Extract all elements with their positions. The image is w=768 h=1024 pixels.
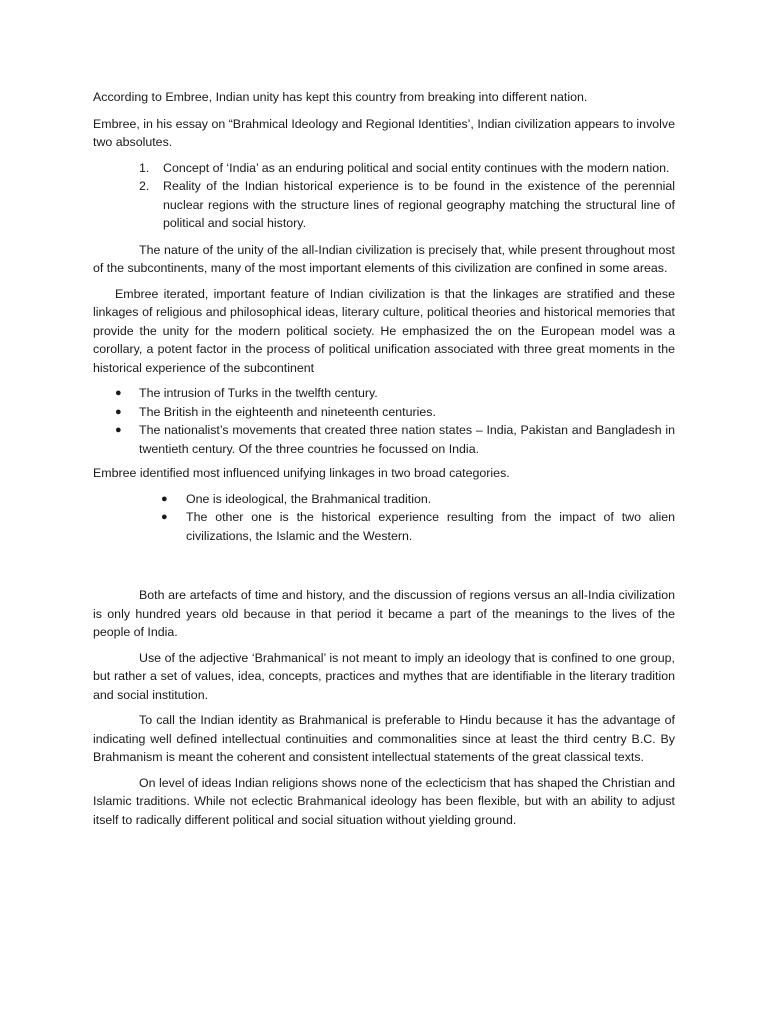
paragraph-categories-intro: Embree identified most influenced unifying linkages in two broad categories. [93,466,510,480]
list-item [93,508,675,545]
paragraph-brahmanical-identity: To call the Indian identity as Brahmanical is preferable to Hindu because it has the advantage of indicating well defined intellectual continuities and commonalities since at least the third centry B.C. By Brahmanism is meant the coherent and consistent intellectual statements of the great classical texts. [93,713,675,764]
paragraph-linkages: Embree iterated, important feature of Indian civilization is that the linkages are stratified and these linkages of religious and philosophical ideas, literary culture, political theories and historical memories that provide the unity for the modern political society. He emphasized the on the European model was a corollary, a potent factor in the process of political unification associated with three great moments in the historical experience of the subcontinent [93,286,675,375]
list-item-text: Concept of ‘India’ as an enduring political and social entity continues with the modern nation. [163,160,670,175]
paragraph-brahmanical-adjective: Use of the adjective ‘Brahmanical’ is not meant to imply an ideology that is confined to one group, but rather a set of values, idea, concepts, practices and mythes that are identifiable in the literary tradition and social institution. [93,650,675,702]
list-item [93,384,675,403]
paragraph-embree-unity: According to Embree, Indian unity has kept this country from breaking into different nation. [93,90,588,104]
document-page [93,88,675,836]
paragraph-essay-intro: Embree, in his essay on “Brahmical Ideology and Regional Identities’, Indian civilization appears to involve two absolutes. [93,116,675,149]
paragraph-eclecticism: On level of ideas Indian religions shows none of the eclecticism that has shaped the Christian and Islamic traditions. While not eclectic Brahmanical ideology has been flexible, but with an ability to adjust itself to radically different political and social situation without yielding ground. [93,775,675,827]
list-item [93,490,675,509]
paragraph-unity-nature: The nature of the unity of the all-Indian civilization is precisely that, while present throughout most of the subcontinents, many of the most important elements of this civilization are confined in some areas. [93,242,675,275]
bullet-icon: ● [115,405,122,418]
list-item-text: Reality of the Indian historical experience is to be found in the existence of the perennial nuclear regions with the structure lines of regional geography matching the structural line of political and social history. [163,179,675,230]
absolutes-list [93,159,675,233]
list-item [93,177,675,233]
categories-list [93,490,675,546]
bullet-icon: ● [115,424,122,436]
list-item [93,403,675,422]
bullet-icon: ● [115,387,122,399]
list-item-text: The intrusion of Turks in the twelfth century. [139,386,378,400]
bullet-icon: ● [161,511,168,523]
list-item-text: One is ideological, the Brahmanical tradition. [186,491,432,506]
paragraph-artefacts: Both are artefacts of time and history, and the discussion of regions versus an all-India civilization is only hundred years old because in that period it became a part of the meanings to the lives of the people of India. [93,588,675,639]
list-item [93,159,675,178]
list-number: 1. [139,160,150,175]
list-number: 2. [139,179,150,193]
list-item-text: The other one is the historical experience resulting from the impact of two alien civilizations, the Islamic and the Western. [186,510,675,543]
blank-space [93,551,675,586]
list-item [93,421,675,458]
list-item-text: The nationalist’s movements that created three nation states – India, Pakistan and Bangladesh in twentieth century. Of the three countries he focussed on India. [139,423,675,456]
moments-list [93,384,675,458]
list-item-text: The British in the eighteenth and nineteenth centuries. [139,404,436,419]
bullet-icon: ● [161,492,168,505]
